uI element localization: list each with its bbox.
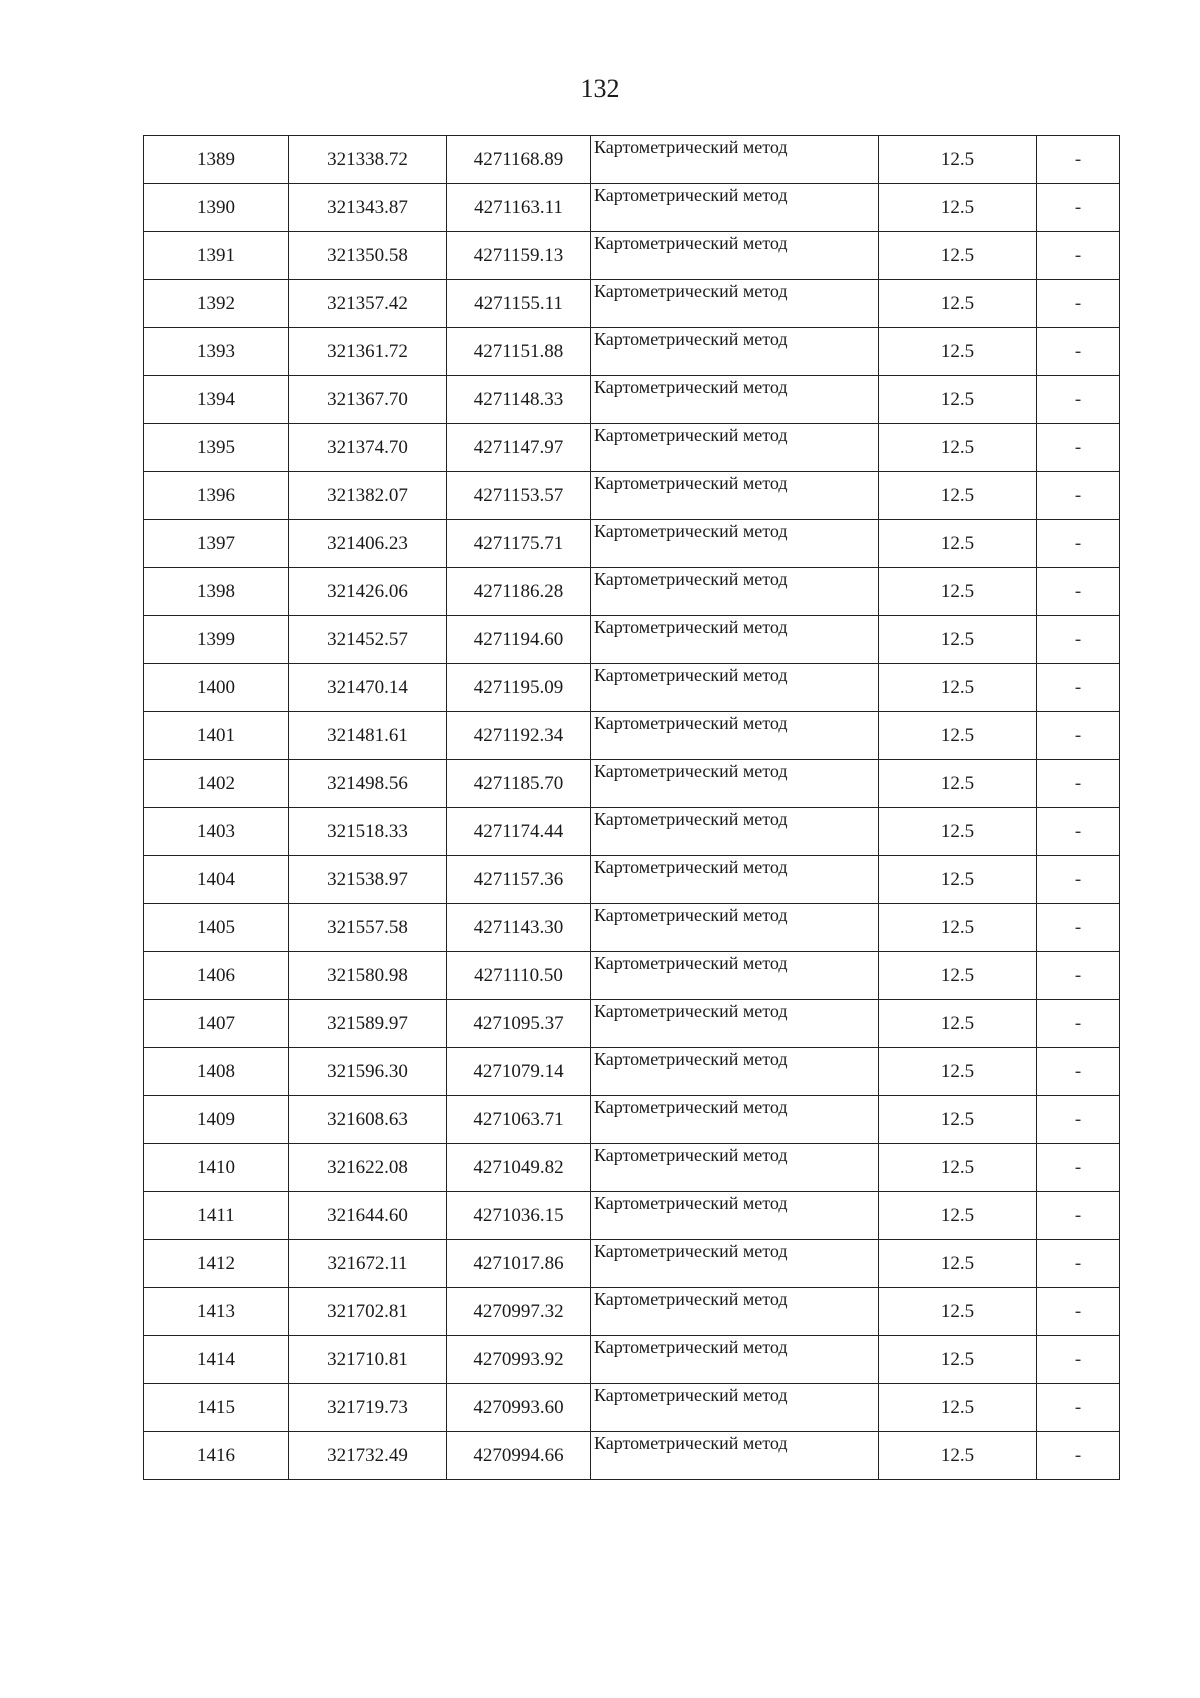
method-cell: Картометрический метод [591,904,879,952]
method-cell: Картометрический метод [591,1336,879,1384]
point-number-cell: 1407 [144,1000,289,1048]
note-cell: - [1037,712,1120,760]
y-coordinate-cell: 4271017.86 [447,1240,591,1288]
note-cell: - [1037,856,1120,904]
method-cell: Картометрический метод [591,1288,879,1336]
y-coordinate-cell: 4271153.57 [447,472,591,520]
note-cell: - [1037,904,1120,952]
x-coordinate-cell: 321357.42 [289,280,447,328]
table-row [144,1000,1120,1048]
method-cell: Картометрический метод [591,1240,879,1288]
x-coordinate-cell: 321498.56 [289,760,447,808]
page-number: 132 [580,74,620,103]
point-number-cell: 1398 [144,568,289,616]
note-cell: - [1037,232,1120,280]
y-coordinate-cell: 4271155.11 [447,280,591,328]
accuracy-cell: 12.5 [879,664,1037,712]
x-coordinate-cell: 321702.81 [289,1288,447,1336]
x-coordinate-cell: 321343.87 [289,184,447,232]
y-coordinate-cell: 4271036.15 [447,1192,591,1240]
method-cell: Картометрический метод [591,1096,879,1144]
method-cell: Картометрический метод [591,424,879,472]
accuracy-cell: 12.5 [879,424,1037,472]
y-coordinate-cell: 4271186.28 [447,568,591,616]
table-row [144,760,1120,808]
table-row [144,136,1120,184]
x-coordinate-cell: 321426.06 [289,568,447,616]
method-cell: Картометрический метод [591,472,879,520]
coordinates-table-body [144,136,1120,1480]
table-row [144,232,1120,280]
accuracy-cell: 12.5 [879,1288,1037,1336]
x-coordinate-cell: 321518.33 [289,808,447,856]
point-number-cell: 1392 [144,280,289,328]
x-coordinate-cell: 321374.70 [289,424,447,472]
y-coordinate-cell: 4270993.60 [447,1384,591,1432]
note-cell: - [1037,568,1120,616]
note-cell: - [1037,1096,1120,1144]
note-cell: - [1037,1240,1120,1288]
x-coordinate-cell: 321589.97 [289,1000,447,1048]
y-coordinate-cell: 4271163.11 [447,184,591,232]
table-row [144,904,1120,952]
y-coordinate-cell: 4271192.34 [447,712,591,760]
x-coordinate-cell: 321710.81 [289,1336,447,1384]
method-cell: Картометрический метод [591,280,879,328]
note-cell: - [1037,136,1120,184]
y-coordinate-cell: 4270994.66 [447,1432,591,1480]
note-cell: - [1037,376,1120,424]
table-row [144,376,1120,424]
point-number-cell: 1391 [144,232,289,280]
accuracy-cell: 12.5 [879,568,1037,616]
accuracy-cell: 12.5 [879,376,1037,424]
table-row [144,1288,1120,1336]
y-coordinate-cell: 4271049.82 [447,1144,591,1192]
note-cell: - [1037,184,1120,232]
method-cell: Картометрический метод [591,1192,879,1240]
method-cell: Картометрический метод [591,1000,879,1048]
point-number-cell: 1413 [144,1288,289,1336]
y-coordinate-cell: 4271143.30 [447,904,591,952]
method-cell: Картометрический метод [591,856,879,904]
table-row [144,472,1120,520]
point-number-cell: 1395 [144,424,289,472]
table-row [144,808,1120,856]
y-coordinate-cell: 4271110.50 [447,952,591,1000]
table-row [144,1144,1120,1192]
note-cell: - [1037,1048,1120,1096]
note-cell: - [1037,952,1120,1000]
accuracy-cell: 12.5 [879,136,1037,184]
point-number-cell: 1408 [144,1048,289,1096]
method-cell: Картометрический метод [591,1384,879,1432]
table-row [144,712,1120,760]
table-row [144,664,1120,712]
point-number-cell: 1390 [144,184,289,232]
x-coordinate-cell: 321382.07 [289,472,447,520]
method-cell: Картометрический метод [591,712,879,760]
note-cell: - [1037,1336,1120,1384]
accuracy-cell: 12.5 [879,1048,1037,1096]
accuracy-cell: 12.5 [879,1384,1037,1432]
note-cell: - [1037,1192,1120,1240]
method-cell: Картометрический метод [591,952,879,1000]
accuracy-cell: 12.5 [879,904,1037,952]
accuracy-cell: 12.5 [879,1000,1037,1048]
x-coordinate-cell: 321452.57 [289,616,447,664]
point-number-cell: 1396 [144,472,289,520]
x-coordinate-cell: 321367.70 [289,376,447,424]
point-number-cell: 1389 [144,136,289,184]
table-row [144,568,1120,616]
table-row [144,1048,1120,1096]
y-coordinate-cell: 4270997.32 [447,1288,591,1336]
note-cell: - [1037,760,1120,808]
note-cell: - [1037,424,1120,472]
y-coordinate-cell: 4270993.92 [447,1336,591,1384]
x-coordinate-cell: 321580.98 [289,952,447,1000]
accuracy-cell: 12.5 [879,1432,1037,1480]
method-cell: Картометрический метод [591,664,879,712]
y-coordinate-cell: 4271194.60 [447,616,591,664]
point-number-cell: 1404 [144,856,289,904]
note-cell: - [1037,1000,1120,1048]
y-coordinate-cell: 4271175.71 [447,520,591,568]
x-coordinate-cell: 321622.08 [289,1144,447,1192]
x-coordinate-cell: 321350.58 [289,232,447,280]
table-row [144,424,1120,472]
accuracy-cell: 12.5 [879,1192,1037,1240]
accuracy-cell: 12.5 [879,808,1037,856]
y-coordinate-cell: 4271079.14 [447,1048,591,1096]
x-coordinate-cell: 321672.11 [289,1240,447,1288]
point-number-cell: 1409 [144,1096,289,1144]
point-number-cell: 1399 [144,616,289,664]
table-row [144,1096,1120,1144]
x-coordinate-cell: 321361.72 [289,328,447,376]
note-cell: - [1037,1432,1120,1480]
y-coordinate-cell: 4271174.44 [447,808,591,856]
accuracy-cell: 12.5 [879,1240,1037,1288]
table-row [144,184,1120,232]
x-coordinate-cell: 321470.14 [289,664,447,712]
accuracy-cell: 12.5 [879,616,1037,664]
accuracy-cell: 12.5 [879,712,1037,760]
point-number-cell: 1393 [144,328,289,376]
accuracy-cell: 12.5 [879,1144,1037,1192]
x-coordinate-cell: 321538.97 [289,856,447,904]
accuracy-cell: 12.5 [879,1096,1037,1144]
x-coordinate-cell: 321557.58 [289,904,447,952]
note-cell: - [1037,1288,1120,1336]
table-row [144,280,1120,328]
point-number-cell: 1402 [144,760,289,808]
note-cell: - [1037,328,1120,376]
accuracy-cell: 12.5 [879,184,1037,232]
point-number-cell: 1400 [144,664,289,712]
note-cell: - [1037,616,1120,664]
note-cell: - [1037,520,1120,568]
method-cell: Картометрический метод [591,520,879,568]
note-cell: - [1037,472,1120,520]
x-coordinate-cell: 321338.72 [289,136,447,184]
method-cell: Картометрический метод [591,232,879,280]
method-cell: Картометрический метод [591,760,879,808]
point-number-cell: 1416 [144,1432,289,1480]
y-coordinate-cell: 4271151.88 [447,328,591,376]
method-cell: Картометрический метод [591,616,879,664]
method-cell: Картометрический метод [591,1048,879,1096]
note-cell: - [1037,280,1120,328]
y-coordinate-cell: 4271095.37 [447,1000,591,1048]
table-row [144,856,1120,904]
accuracy-cell: 12.5 [879,280,1037,328]
method-cell: Картометрический метод [591,136,879,184]
point-number-cell: 1397 [144,520,289,568]
point-number-cell: 1406 [144,952,289,1000]
point-number-cell: 1401 [144,712,289,760]
point-number-cell: 1394 [144,376,289,424]
method-cell: Картометрический метод [591,1144,879,1192]
table-row [144,1192,1120,1240]
x-coordinate-cell: 321481.61 [289,712,447,760]
accuracy-cell: 12.5 [879,760,1037,808]
y-coordinate-cell: 4271157.36 [447,856,591,904]
method-cell: Картометрический метод [591,376,879,424]
accuracy-cell: 12.5 [879,328,1037,376]
y-coordinate-cell: 4271168.89 [447,136,591,184]
table-row [144,1432,1120,1480]
accuracy-cell: 12.5 [879,952,1037,1000]
method-cell: Картометрический метод [591,328,879,376]
point-number-cell: 1412 [144,1240,289,1288]
accuracy-cell: 12.5 [879,1336,1037,1384]
accuracy-cell: 12.5 [879,520,1037,568]
point-number-cell: 1415 [144,1384,289,1432]
y-coordinate-cell: 4271195.09 [447,664,591,712]
y-coordinate-cell: 4271159.13 [447,232,591,280]
table-row [144,616,1120,664]
table-row [144,520,1120,568]
method-cell: Картометрический метод [591,1432,879,1480]
point-number-cell: 1410 [144,1144,289,1192]
table-row [144,1384,1120,1432]
y-coordinate-cell: 4271185.70 [447,760,591,808]
x-coordinate-cell: 321596.30 [289,1048,447,1096]
table-row [144,328,1120,376]
method-cell: Картометрический метод [591,568,879,616]
note-cell: - [1037,664,1120,712]
accuracy-cell: 12.5 [879,232,1037,280]
y-coordinate-cell: 4271063.71 [447,1096,591,1144]
x-coordinate-cell: 321608.63 [289,1096,447,1144]
x-coordinate-cell: 321719.73 [289,1384,447,1432]
method-cell: Картометрический метод [591,808,879,856]
coordinates-table [143,135,1120,1480]
table-row [144,1240,1120,1288]
y-coordinate-cell: 4271148.33 [447,376,591,424]
point-number-cell: 1411 [144,1192,289,1240]
point-number-cell: 1405 [144,904,289,952]
x-coordinate-cell: 321732.49 [289,1432,447,1480]
method-cell: Картометрический метод [591,184,879,232]
table-row [144,1336,1120,1384]
point-number-cell: 1403 [144,808,289,856]
accuracy-cell: 12.5 [879,472,1037,520]
note-cell: - [1037,808,1120,856]
x-coordinate-cell: 321406.23 [289,520,447,568]
point-number-cell: 1414 [144,1336,289,1384]
accuracy-cell: 12.5 [879,856,1037,904]
note-cell: - [1037,1144,1120,1192]
y-coordinate-cell: 4271147.97 [447,424,591,472]
table-row [144,952,1120,1000]
note-cell: - [1037,1384,1120,1432]
x-coordinate-cell: 321644.60 [289,1192,447,1240]
